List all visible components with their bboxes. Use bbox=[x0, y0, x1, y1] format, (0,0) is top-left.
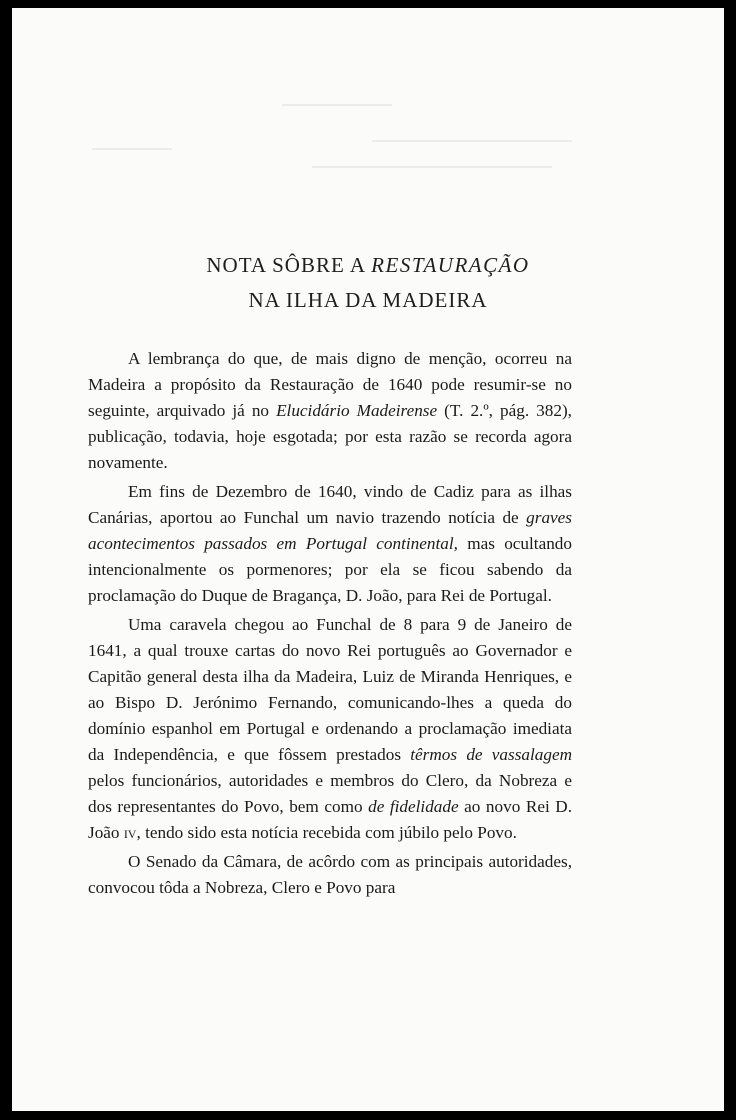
title-italic-word: RESTAURAÇÃO bbox=[371, 253, 530, 277]
bleed-through-line bbox=[372, 140, 572, 142]
italic-run: têrmos de vassalagem bbox=[410, 745, 572, 764]
italic-run: Elucidário Madeirense bbox=[276, 401, 438, 420]
page-title-line-1 bbox=[12, 253, 724, 278]
text-run: pelos funcionários, autoridades e membros do Clero, da Nobreza e dos representantes do Povo, bem como bbox=[88, 771, 572, 816]
text-run: mas ocultando intencionalmente os pormenores; por ela se ficou sabendo da proclamação do Duque de Bragança, D. João, para Rei de Portugal. bbox=[88, 534, 572, 605]
italic-run: de fidelidade bbox=[368, 797, 459, 816]
body-text bbox=[88, 346, 572, 901]
bleed-through-line bbox=[282, 104, 392, 106]
text-run: A lembrança do que, de mais digno de menção, ocorreu na Madeira a propósito da Restauração de 1640 pode resumir-se no seguinte, arquivado já no bbox=[88, 349, 572, 420]
bleed-through-marks bbox=[12, 8, 724, 238]
paragraph-2 bbox=[88, 479, 572, 609]
text-run: , tendo sido esta notícia recebida com júbilo pelo Povo. bbox=[136, 823, 517, 842]
italic-run: graves acontecimentos passados em Portugal continental, bbox=[88, 508, 572, 553]
small-caps-run: iv bbox=[123, 823, 137, 842]
text-run: ao novo Rei D. João bbox=[88, 797, 572, 842]
bleed-through-line bbox=[92, 148, 172, 150]
text-run: (T. 2.º, pág. 382), publicação, todavia, hoje esgotada; por esta razão se recorda agora novamente. bbox=[88, 401, 572, 472]
text-run: Em fins de Dezembro de 1640, vindo de Cadiz para as ilhas Canárias, aportou ao Funchal um navio trazendo notícia de bbox=[88, 482, 572, 527]
paragraph-3 bbox=[88, 612, 572, 846]
title-prefix: NOTA SÔBRE A bbox=[206, 253, 372, 277]
text-run: O Senado da Câmara, de acôrdo com as principais autoridades, convocou tôda a Nobreza, Clero e Povo para bbox=[88, 852, 572, 897]
text-run: Uma caravela chegou ao Funchal de 8 para 9 de Janeiro de 1641, a qual trouxe cartas do novo Rei português ao Governador e Capitão general desta ilha da Madeira, Luiz de Miranda Henriques, e ao Bispo D. Jerónimo Fernando, comunicando-lhes a queda do domínio espanhol em Portugal e ordenando a proclamação imediata da Independência, e que fôssem prestados bbox=[88, 615, 572, 764]
paragraph-4 bbox=[88, 849, 572, 901]
paragraph-1 bbox=[88, 346, 572, 476]
document-page bbox=[12, 8, 724, 1111]
bleed-through-line bbox=[312, 166, 552, 168]
page-title-line-2: NA ILHA DA MADEIRA bbox=[248, 288, 488, 312]
